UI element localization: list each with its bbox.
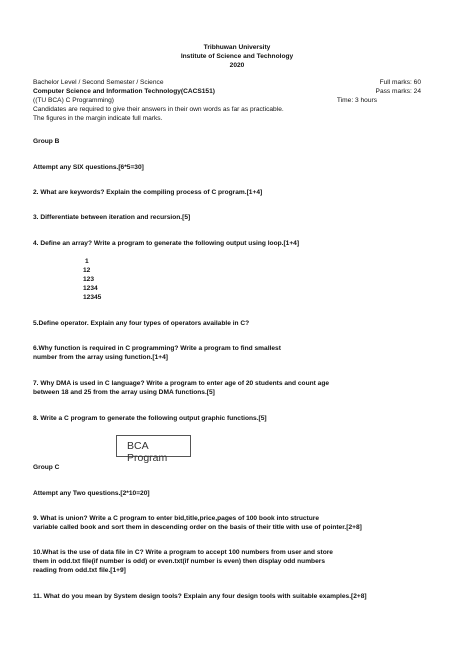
group-b-instruction: Attempt any SIX questions.[6*5=30]: [33, 164, 144, 171]
output-line: 1234: [83, 285, 98, 292]
instruction-2: The figures in the margin indicate full marks.: [33, 115, 163, 122]
question-9-line-2: variable called book and sort them in descending order on the basis of their title with use of pointer.[2+8]: [33, 524, 362, 531]
institute-name: Institute of Science and Technology: [180, 53, 294, 60]
instruction-1: Candidates are required to give their answers in their own words as far as practicable.: [33, 106, 284, 113]
question-5: 5.Define operator. Explain any four types of operators available in C?: [33, 320, 250, 327]
question-10-line-1: 10.What is the use of data file in C? Write a program to accept 100 numbers from user and store: [33, 549, 333, 556]
question-10-line-3: reading from odd.txt file.[1+9]: [33, 567, 126, 574]
output-line: 123: [83, 276, 95, 283]
question-7-line-1: 7. Why DMA is used in C language? Write a program to enter age of 20 students and count age: [33, 380, 330, 387]
exam-year: 2020: [229, 62, 245, 69]
subject-name: ((TU BCA) C Programming): [33, 97, 114, 104]
course-title: Computer Science and Information Technology(CACS151): [33, 88, 215, 95]
question-6-line-1: 6.Why function is required in C programming? Write a program to find smallest: [33, 345, 281, 352]
question-9-line-1: 9. What is union? Write a C program to enter bid,title,price,pages of 100 book into structure: [33, 515, 320, 522]
output-line: 1: [85, 258, 89, 265]
group-c-title: Group C: [33, 464, 60, 471]
exam-time: Time: 3 hours: [336, 97, 377, 104]
full-marks: Full marks: 60: [379, 79, 421, 86]
university-name: Tribhuwan University: [203, 44, 271, 51]
question-10-line-2: them in odd.txt file(if number is odd) or even.txt(if number is even) then display odd numbers: [33, 558, 325, 565]
question-2: 2. What are keywords? Explain the compiling process of C program.[1+4]: [33, 189, 263, 196]
graphic-output-text: BCA Program: [127, 440, 168, 464]
group-b-title: Group B: [33, 138, 60, 145]
question-6-line-2: number from the array using function.[1+4]: [33, 354, 169, 361]
question-8: 8. Write a C program to generate the following output graphic functions.[5]: [33, 415, 267, 422]
question-11: 11. What do you mean by System design tools? Explain any four design tools with suitable examples.[2+8]: [33, 593, 367, 600]
question-7-line-2: between 18 and 25 from the array using DMA functions.[5]: [33, 389, 215, 396]
question-4: 4. Define an array? Write a program to generate the following output using loop.[1+4]: [33, 240, 300, 247]
question-3: 3. Differentiate between iteration and recursion.[5]: [33, 214, 191, 221]
graphic-output-box: [116, 435, 191, 464]
level-text: Bachelor Level / Second Semester / Science: [33, 79, 164, 86]
group-c-instruction: Attempt any Two questions.[2*10=20]: [33, 490, 150, 497]
output-line: 12345: [83, 294, 102, 301]
output-line: 12: [83, 267, 91, 274]
pass-marks: Pass marks: 24: [375, 88, 421, 95]
